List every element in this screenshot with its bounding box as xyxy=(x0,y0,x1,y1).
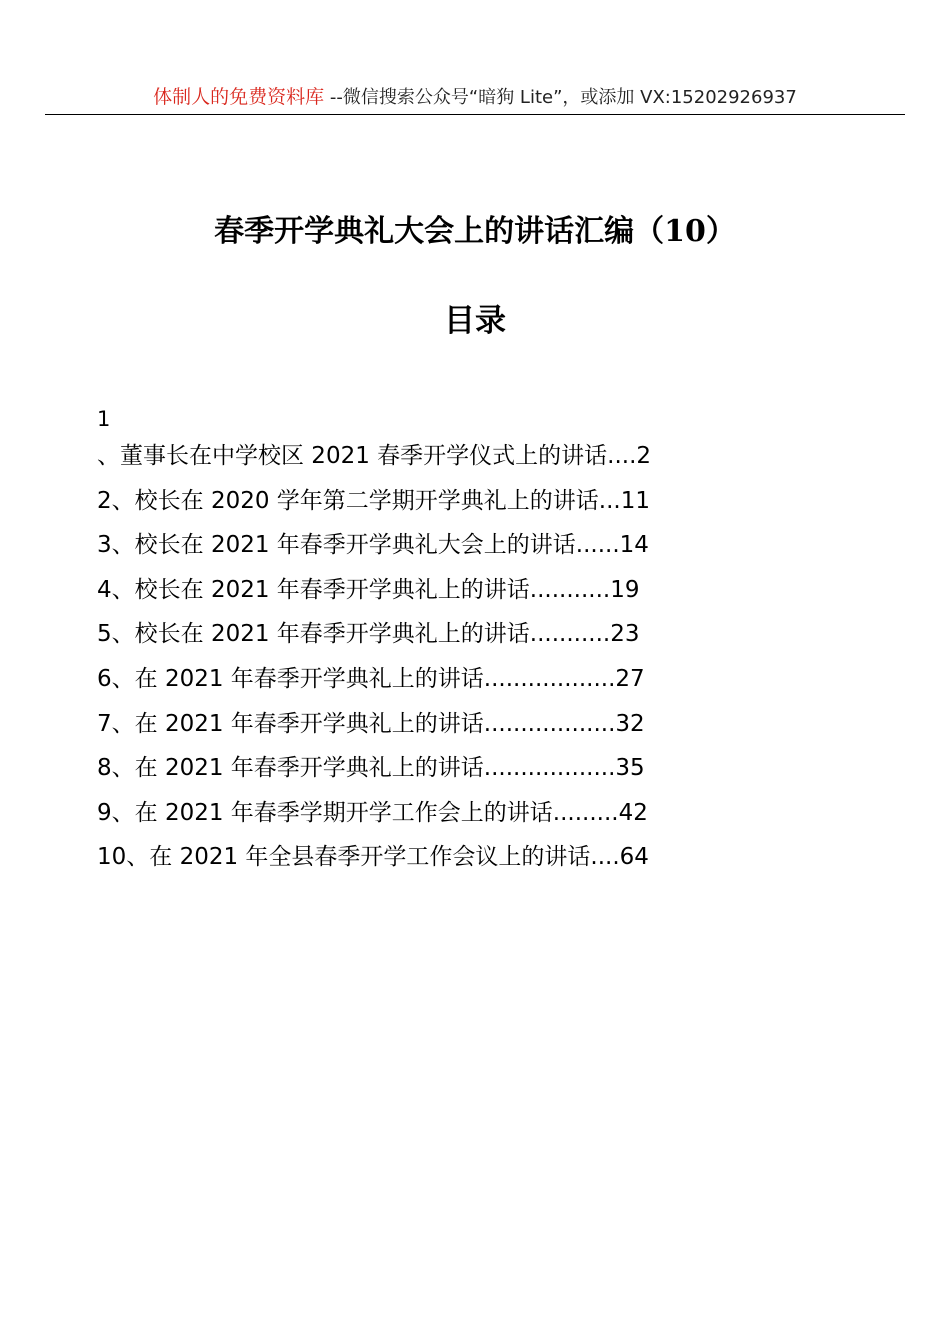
toc-item[interactable]: 8、在 2021 年春季开学典礼上的讲话..................35 xyxy=(97,755,645,782)
toc-item[interactable]: 4、校长在 2021 年春季开学典礼上的讲话...........19 xyxy=(97,576,640,603)
toc-item[interactable]: 10、在 2021 年全县春季开学工作会议上的讲话....64 xyxy=(97,844,649,871)
toc-item[interactable]: 6、在 2021 年春季开学典礼上的讲话..................27 xyxy=(97,665,645,692)
toc-item[interactable]: 5、校长在 2021 年春季开学典礼上的讲话...........23 xyxy=(97,621,640,648)
header-divider xyxy=(45,114,905,115)
toc-first-number: 1 xyxy=(97,407,111,431)
toc-heading: 目录 xyxy=(444,303,506,339)
toc-item[interactable]: 3、校长在 2021 年春季开学典礼大会上的讲话......14 xyxy=(97,532,649,559)
toc-item[interactable]: 、董事长在中学校区 2021 春季开学仪式上的讲话....2 xyxy=(97,443,652,469)
toc-item[interactable]: 2、校长在 2020 学年第二学期开学典礼上的讲话...11 xyxy=(97,487,650,514)
page-header xyxy=(0,84,950,111)
table-of-contents xyxy=(97,404,857,880)
header-brand: 体制人的免费资料库 xyxy=(153,86,325,108)
toc-item[interactable]: 7、在 2021 年春季开学典礼上的讲话..................32 xyxy=(97,710,645,737)
document-title: 春季开学典礼大会上的讲话汇编（10） xyxy=(214,214,736,249)
toc-item[interactable]: 9、在 2021 年春季学期开学工作会上的讲话.........42 xyxy=(97,799,648,826)
header-contact-text: --微信搜索公众号“暗狗 Lite”，或添加 VX:15202926937 xyxy=(324,87,797,108)
